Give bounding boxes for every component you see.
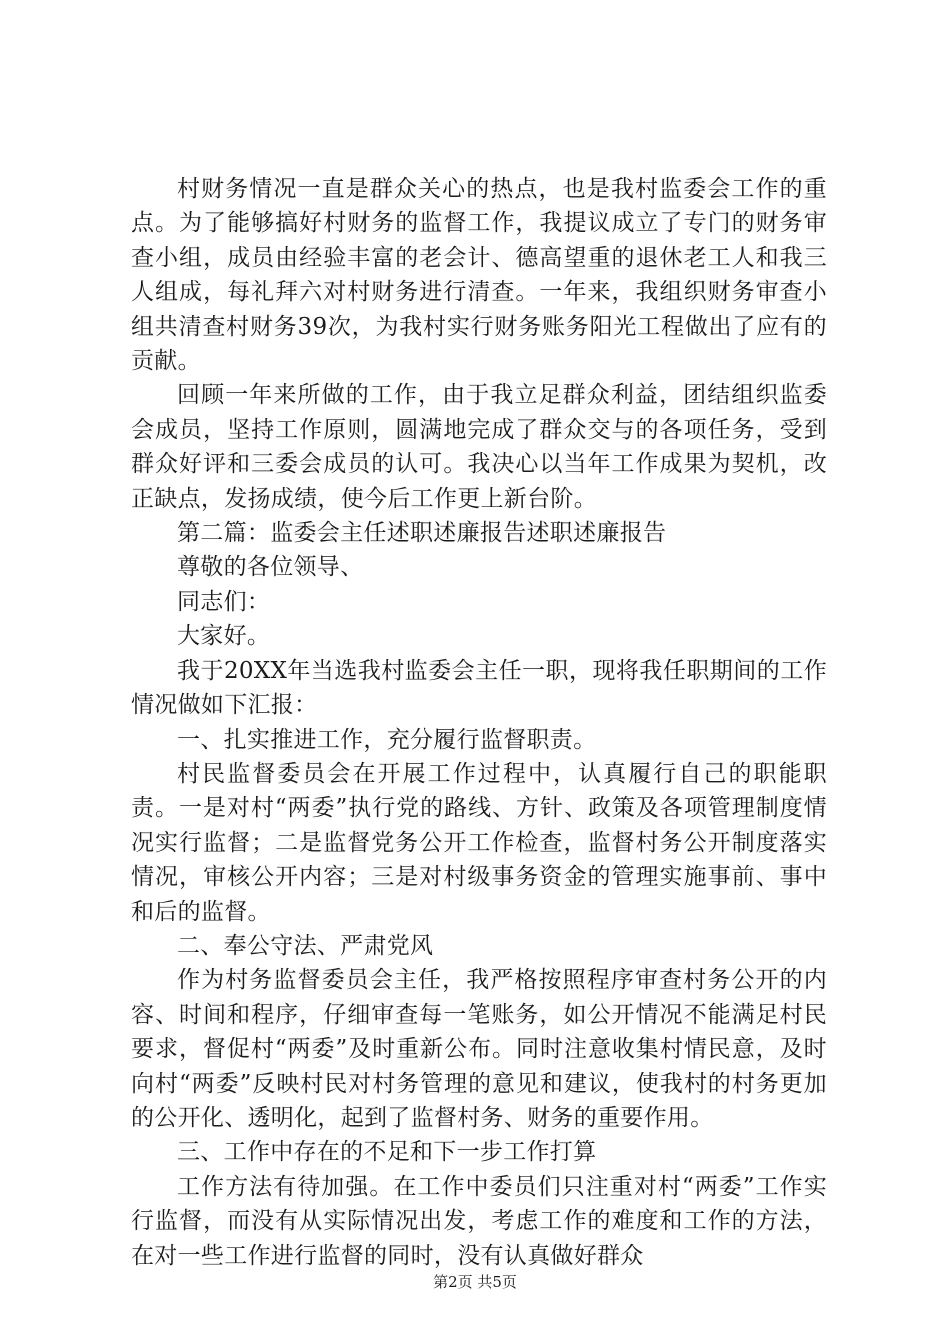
salutation: 尊敬的各位领导、 <box>177 554 364 581</box>
paragraph: 村财务情况一直是群众关心的热点，也是我村监委会工作的重点。为了能够搞好村财务的监督工作，我提议成立了专门的财务审查小组，成员由经验丰富的老会计、德高望重的退休老工人和我三人组成，每礼拜六对村财务进行清查。一年来，我组织财务审查小组共清查村财务39次，为我村实行财务账务阳光工程做出了应有的贡献。 <box>131 176 827 375</box>
paragraph: 我于20XX年当选我村监委会主任一职，现将我任职期间的工作情况做如下汇报： <box>131 657 827 719</box>
paragraph: 工作方法有待加强。在工作中委员们只注重对村“两委”工作实行监督，而没有从实际情况出发，考虑工作的难度和工作的方法，在对一些工作进行监督的同时，没有认真做好群众 <box>131 1173 827 1269</box>
subheading: 一、扎实推进工作，充分履行监督职责。 <box>177 726 597 753</box>
document-body <box>131 172 827 1273</box>
greeting: 大家好。 <box>177 623 271 650</box>
paragraph: 村民监督委员会在开展工作过程中，认真履行自己的职能职责。一是对村“两委”执行党的路线、方针、政策及各项管理制度情况实行监督；二是监督党务公开工作检查，监督村务公开制度落实情况，审核公开内容；三是对村级事务资金的管理实施事前、事中和后的监督。 <box>131 760 827 925</box>
paragraph: 回顾一年来所做的工作，由于我立足群众利益，团结组织监委会成员，坚持工作原则，圆满地完成了群众交与的各项任务，受到群众好评和三委会成员的认可。我决心以当年工作成果为契机，改正缺点，发扬成绩，使今后工作更上新台阶。 <box>131 382 827 512</box>
salutation: 同志们： <box>177 588 271 615</box>
paragraph: 作为村务监督委员会主任，我严格按照程序审查村务公开的内容、时间和程序，仔细审查每一笔账务，如公开情况不能满足村民要求，督促村“两委”及时重新公布。同时注意收集村情民意，及时向村“两委”反映村民对村务管理的意见和建议，使我村的村务更加的公开化、透明化，起到了监督村务、财务的重要作用。 <box>131 967 827 1131</box>
page-footer: 第2页 共5页 <box>433 1273 517 1291</box>
subheading: 三、工作中存在的不足和下一步工作打算 <box>177 1139 597 1166</box>
section-heading: 第二篇：监委会主任述职述廉报告述职述廉报告 <box>177 520 667 547</box>
subheading: 二、奉公守法、严肃党风 <box>177 932 434 959</box>
